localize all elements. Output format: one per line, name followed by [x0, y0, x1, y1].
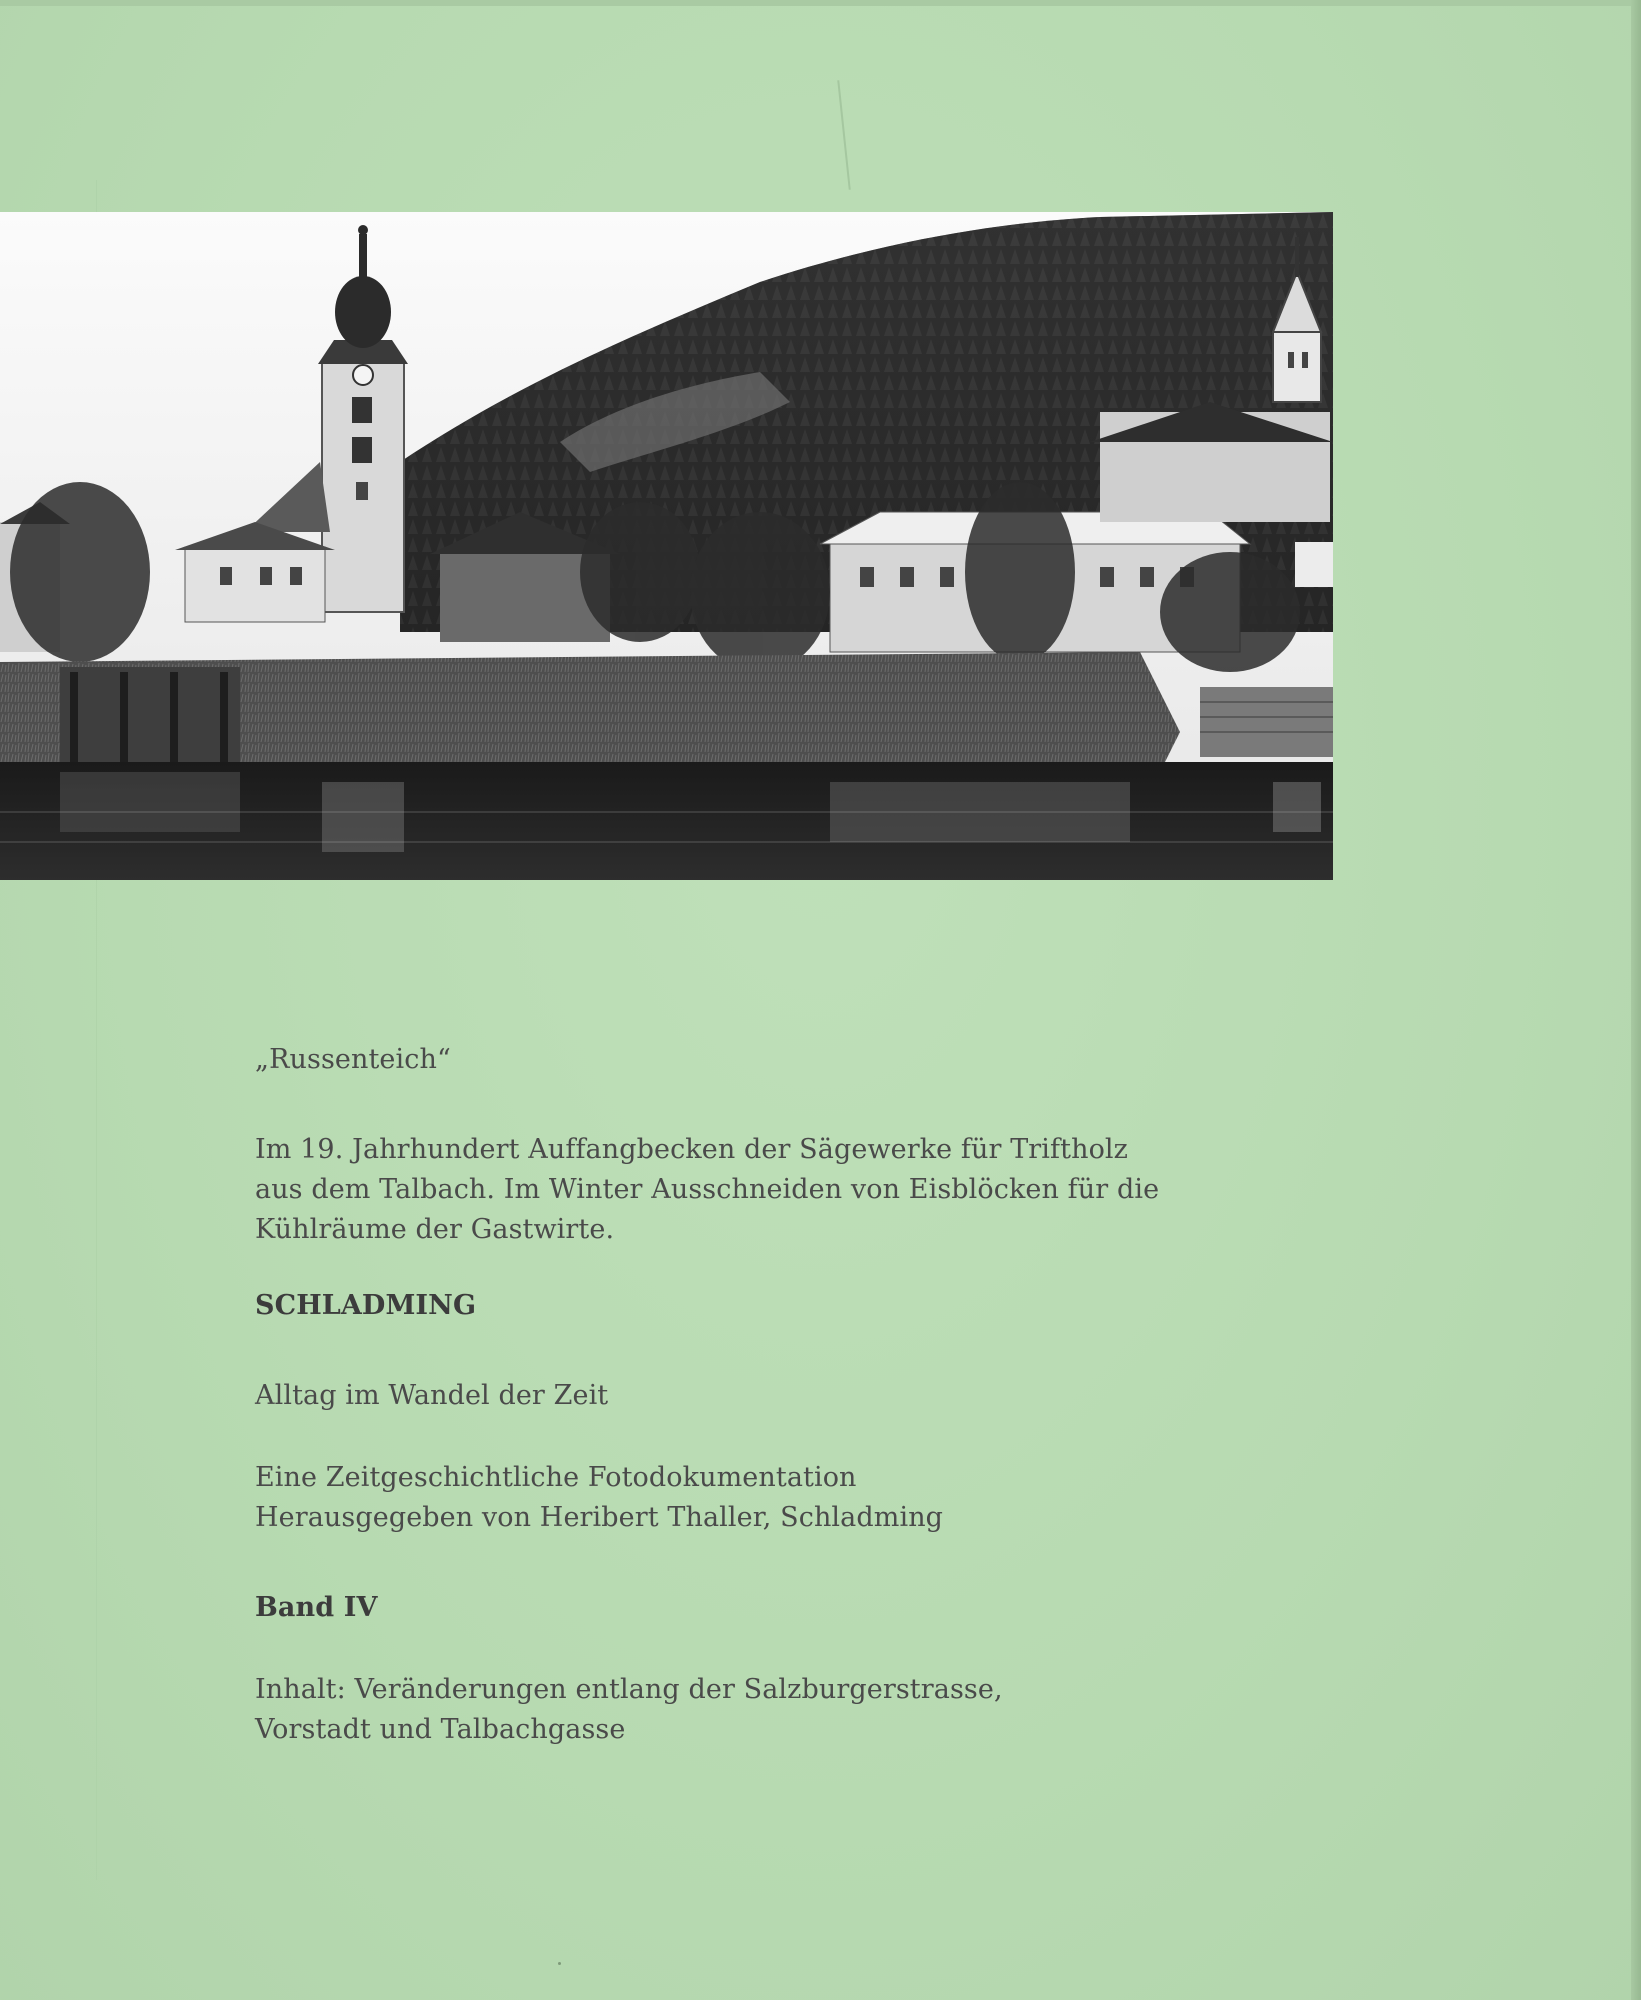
book-subtitle: Alltag im Wandel der Zeit [255, 1380, 609, 1411]
photo-caption: „Russenteich“ [255, 1044, 451, 1075]
book-title: SCHLADMING [255, 1290, 477, 1321]
documentation-line: Herausgegeben von Heribert Thaller, Schladming [255, 1502, 944, 1533]
contents-line: Vorstadt und Talbachgasse [255, 1714, 626, 1745]
description-line: Im 19. Jahrhundert Auffangbecken der Sägewerke für Triftholz [255, 1134, 1128, 1165]
photograph-illustration [0, 212, 1333, 880]
description-line: Kühlräume der Gastwirte. [255, 1214, 615, 1245]
russenteich-photograph [0, 212, 1333, 880]
documentation-info [255, 1458, 943, 1538]
volume-label: Band IV [255, 1592, 378, 1623]
documentation-line: Eine Zeitgeschichtliche Fotodokumentation [255, 1462, 857, 1493]
cover-speck [558, 1962, 561, 1965]
cover-top-edge [0, 0, 1641, 6]
contents-line: Inhalt: Veränderungen entlang der Salzburgerstrasse, [255, 1674, 1003, 1705]
cover-spine-edge [1631, 0, 1641, 2000]
description-line: aus dem Talbach. Im Winter Ausschneiden von Eisblöcken für die [255, 1174, 1160, 1205]
photo-description [255, 1130, 1159, 1250]
contents-info [255, 1670, 1003, 1750]
